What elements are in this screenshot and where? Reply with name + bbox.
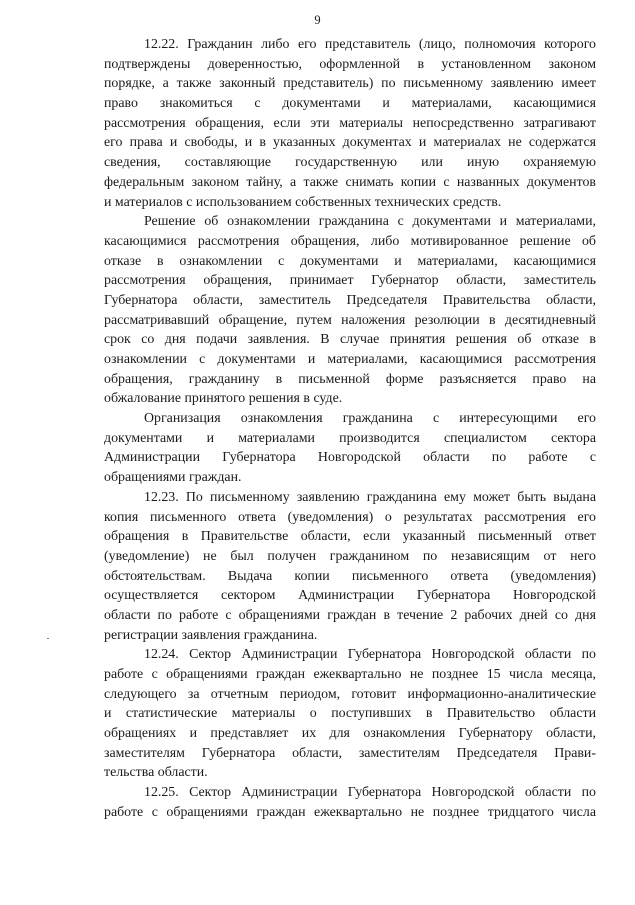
paragraph-decision: [104, 212, 596, 409]
paragraph-12-25: [104, 783, 596, 822]
text-line: Организация ознакомления гражданина с интересующими его: [144, 411, 596, 427]
text-line: право знакомиться с документами и материалами, касающимися: [104, 96, 596, 112]
text-line: (уведомление) не был получен гражданином по независящим от него: [104, 548, 596, 564]
paragraph-organization: [104, 409, 596, 488]
text-line: 12.25. Сектор Администрации Губернатора Новгородской области по: [144, 785, 596, 801]
text-line: осуществляется сектором Администрации Губернатора Новгородской: [104, 588, 596, 604]
text-line: 12.24. Сектор Администрации Губернатора Новгородской области по: [144, 647, 596, 663]
text-line: 12.22. Гражданин либо его представитель (лицо, полномочия которого: [144, 37, 596, 52]
paragraph-12-22: [104, 35, 596, 212]
text-line: регистрации заявления гражданина.: [104, 627, 318, 643]
paragraph-12-24: [104, 645, 596, 783]
text-line: рассмотрения обращения, принимает Губернатор области, заместитель: [104, 273, 596, 289]
scan-speck: [47, 638, 49, 639]
text-line: срок со дня подачи заявления. В случае принятия решения об отказе в: [104, 332, 596, 348]
text-line: обращениях и представляет их для ознакомления Губернатору области,: [104, 726, 596, 742]
text-line: его права и свободы, и в указанных документах и материалах не содержатся: [104, 135, 596, 151]
text-line: обращениями граждан.: [104, 470, 242, 486]
text-line: работе с обращениями граждан ежеквартально не позднее тридцатого числа: [104, 804, 596, 820]
text-line: копия письменного ответа (уведомления) о результатах рассмотрения его: [104, 509, 596, 525]
text-line: обращения в Правительстве области, если указанный письменный ответ: [104, 529, 596, 545]
text-line: следующего за отчетным периодом, готовит информационно-аналитические: [104, 686, 596, 702]
text-line: ознакомлении с документами и материалами, касающимися рассмотрения: [104, 352, 596, 367]
text-line: порядке, а также законный представитель) по письменному заявлению имеет: [104, 76, 596, 92]
text-line: касающимися рассмотрения обращения, либо мотивированное решение об: [104, 233, 596, 249]
text-line: 12.23. По письменному заявлению гражданина ему может быть выдана: [144, 489, 596, 505]
text-line: и материалов с использованием собственных технических средств.: [104, 194, 502, 210]
text-line: отказе в ознакомлении с документами и материалами, касающимися: [104, 253, 596, 269]
text-line: тельства области.: [104, 765, 208, 781]
text-line: рассматривавший обращение, путем наложения резолюции в десятидневный: [104, 312, 596, 328]
text-line: заместителям Губернатора области, заместителям Председателя Прави-: [104, 745, 596, 761]
text-line: и статистические материалы о поступивших в Правительство области: [104, 706, 596, 722]
text-line: обжалование принятого решения в суде.: [104, 391, 343, 407]
text-line: Решение об ознакомлении гражданина с документами и материалами,: [144, 214, 596, 230]
document-body: [104, 35, 596, 823]
paragraph-12-23: [104, 488, 596, 646]
page-number: 9: [314, 13, 321, 27]
text-line: Администрации Губернатора Новгородской области по работе с: [104, 450, 596, 466]
text-line: работе с обращениями граждан ежеквартально не позднее 15 числа месяца,: [104, 667, 596, 682]
text-line: обстоятельствам. Выдача копии письменного ответа (уведомления): [104, 568, 596, 584]
text-line: области по работе с обращениями граждан в течение 2 рабочих дней со дня: [104, 607, 596, 623]
text-line: сведения, составляющие государственную или иную охраняемую: [104, 155, 596, 171]
text-line: обращения, гражданину в письменной форме разъясняется право на: [104, 371, 596, 387]
text-line: документами и материалами производится специалистом сектора: [104, 430, 596, 446]
text-line: федеральным законом тайну, а также снимать копии с названных документов: [104, 174, 596, 190]
text-line: рассмотрения обращения, если эти материалы непосредственно затрагивают: [104, 115, 596, 131]
text-line: подтверждены доверенностью, оформленной в установленном законом: [104, 56, 596, 72]
text-line: Губернатора области, заместитель Председателя Правительства области,: [104, 292, 596, 308]
